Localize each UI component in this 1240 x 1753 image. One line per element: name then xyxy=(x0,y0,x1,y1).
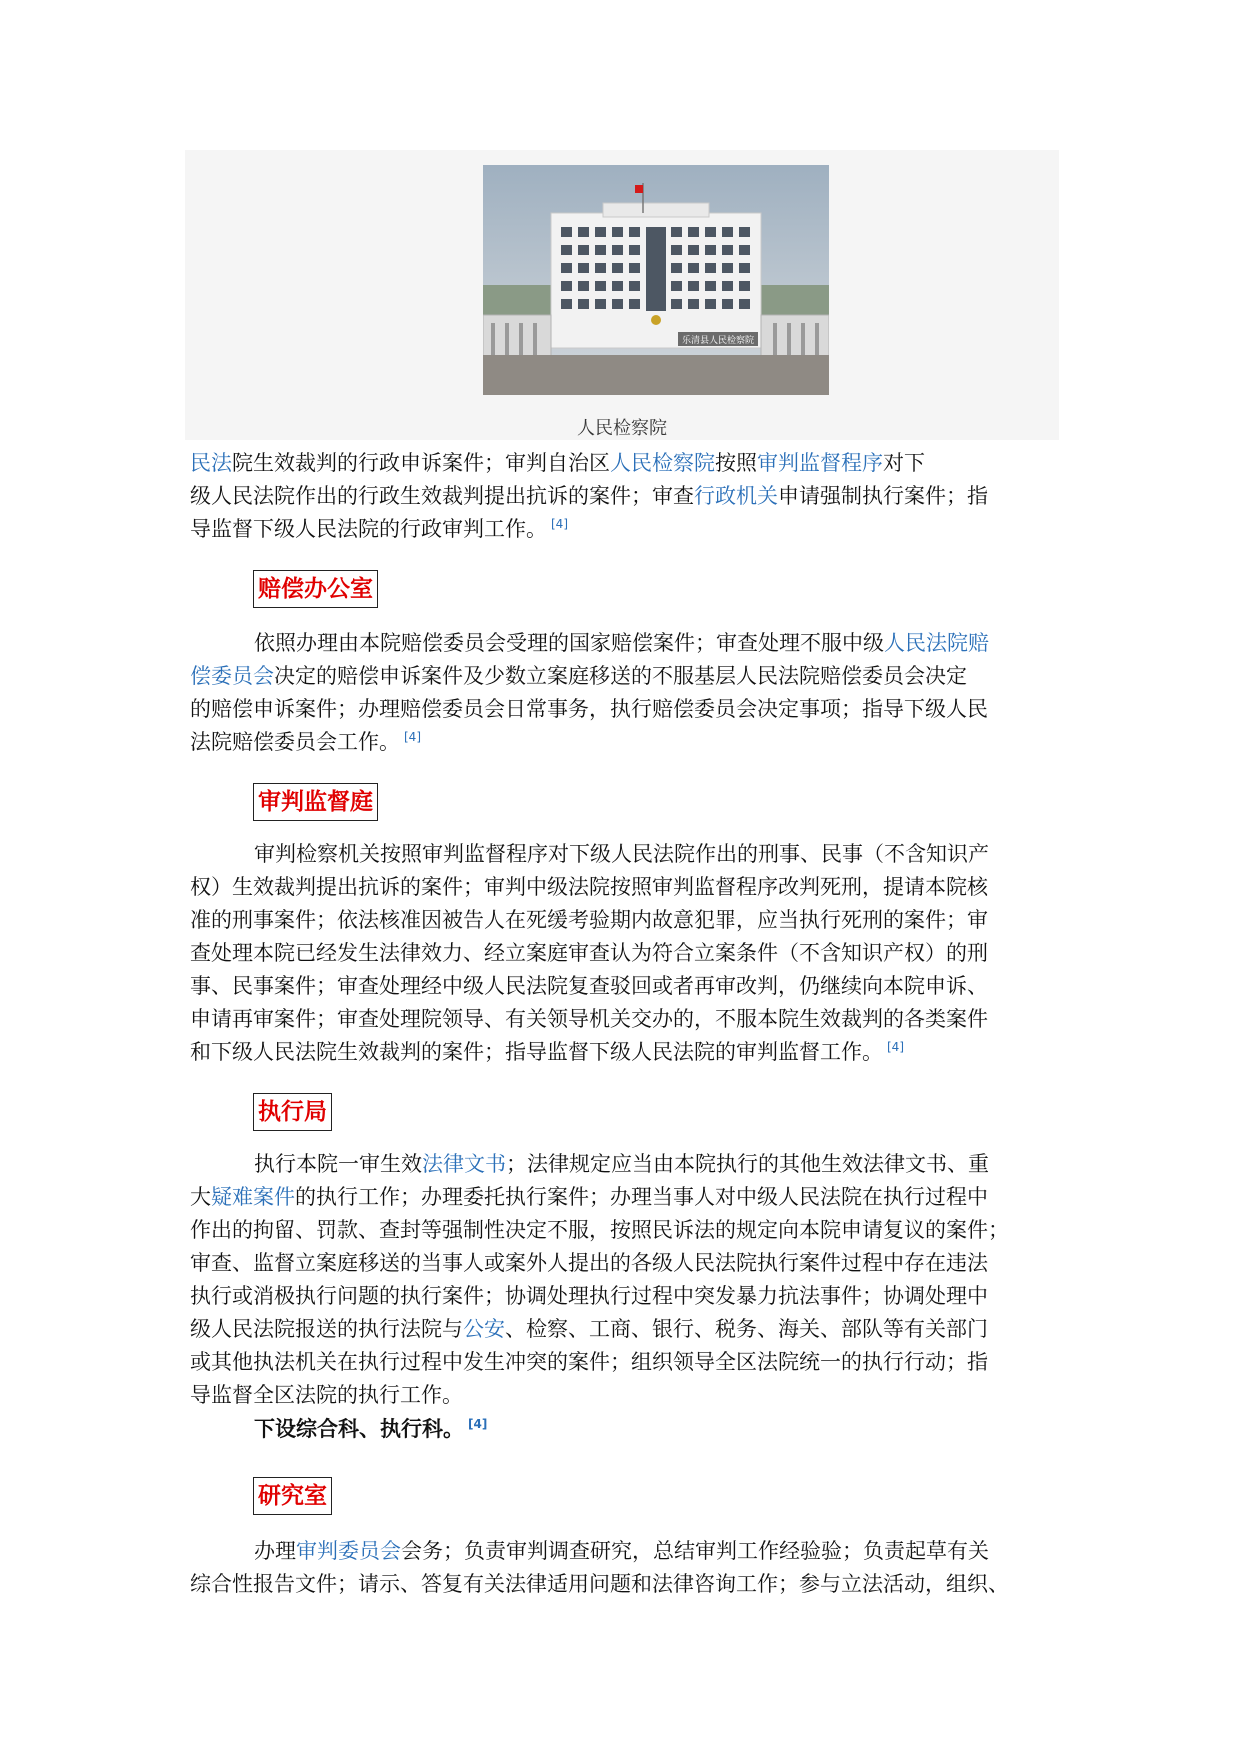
text-run: ；法律规定应当由本院执行的其他生效法律文书、重 xyxy=(506,1152,989,1176)
figure-caption: 人民检察院 xyxy=(577,418,667,439)
reference-marker[interactable]: [4] xyxy=(887,1040,904,1054)
section-heading-research-office: 研究室 xyxy=(253,1477,332,1515)
text-run: 决定的赔偿申诉案件及少数立案庭移送的不服基层人民法院赔偿委员会决定 xyxy=(274,664,967,688)
para-line xyxy=(190,627,1060,660)
text-run: 申请强制执行案件；指 xyxy=(778,484,988,508)
para-line xyxy=(190,513,1060,546)
para-line xyxy=(190,447,1060,480)
para-line xyxy=(190,904,1060,937)
para-line xyxy=(190,480,1060,513)
text-run: 审判检察机关按照审判监督程序对下级人民法院作出的刑事、民事（不含知识产 xyxy=(254,842,989,866)
text-run: 准的刑事案件；依法核准因被告人在死缓考验期内故意犯罪，应当执行死刑的案件；审 xyxy=(190,908,988,932)
para-line xyxy=(190,1535,1060,1568)
para-line xyxy=(190,970,1060,1003)
text-run: 依照办理由本院赔偿委员会受理的国家赔偿案件；审查处理不服中级 xyxy=(254,631,884,655)
paragraph-administrative xyxy=(190,447,1060,546)
text-run: 级人民法院作出的行政生效裁判提出抗诉的案件；审查 xyxy=(190,484,694,508)
text-run: 事、民事案件；审查处理经中级人民法院复查驳回或者再审改判，仍继续向本院申诉、 xyxy=(190,974,988,998)
para-line xyxy=(190,1148,1060,1181)
para-line xyxy=(190,1181,1060,1214)
paragraph-compensation xyxy=(190,627,1060,759)
para-line xyxy=(190,693,1060,726)
procuratorate-building-photo xyxy=(483,165,829,395)
para-line xyxy=(190,1247,1060,1280)
text-run: 院生效裁判的行政申诉案件；审判自治区 xyxy=(232,451,610,475)
text-run: 的赔偿申诉案件；办理赔偿委员会日常事务，执行赔偿委员会决定事项；指导下级人民 xyxy=(190,697,988,721)
inline-link[interactable]: 民法 xyxy=(190,451,232,475)
inline-link[interactable]: 偿委员会 xyxy=(190,664,274,688)
section-heading-enforcement-bureau: 执行局 xyxy=(253,1093,332,1131)
text-run: 的执行工作；办理委托执行案件；办理当事人对中级人民法院在执行过程中 xyxy=(295,1185,988,1209)
para-line xyxy=(190,1036,1060,1069)
gate-sign-text: 乐清县人民检察院 xyxy=(681,336,755,346)
para-line xyxy=(190,1313,1060,1346)
text-run: 办理 xyxy=(254,1539,296,1563)
para-line xyxy=(190,1346,1060,1379)
para-line xyxy=(190,838,1060,871)
reference-marker[interactable]: [4] xyxy=(468,1417,488,1431)
text-run: 执行或消极执行问题的执行案件；协调处理执行过程中突发暴力抗法事件；协调处理中 xyxy=(190,1284,988,1308)
text-run: 、检察、工商、银行、税务、海关、部队等有关部门 xyxy=(505,1317,988,1341)
paragraph-research xyxy=(190,1535,1060,1601)
inline-link[interactable]: 人民检察院 xyxy=(610,451,715,475)
inline-link[interactable]: 审判监督程序 xyxy=(757,451,883,475)
inline-link[interactable]: 人民法院赔 xyxy=(884,631,989,655)
inline-link[interactable]: 审判委员会 xyxy=(296,1539,401,1563)
text-run: 级人民法院报送的执行法院与 xyxy=(190,1317,463,1341)
paragraph-trial-supervision xyxy=(190,838,1060,1069)
text-run: 导监督下级人民法院的行政审判工作。 xyxy=(190,517,547,541)
paragraph-enforcement xyxy=(190,1148,1060,1445)
inline-link[interactable]: 法律文书 xyxy=(422,1152,506,1176)
section-heading-trial-supervision: 审判监督庭 xyxy=(253,783,378,821)
para-line xyxy=(190,1214,1060,1247)
text-run: 对下 xyxy=(883,451,925,475)
para-line xyxy=(190,1568,1060,1601)
text-run: 或其他执法机关在执行过程中发生冲突的案件；组织领导全区法院统一的执行行动；指 xyxy=(190,1350,988,1374)
para-line xyxy=(190,1003,1060,1036)
inline-link[interactable]: 行政机关 xyxy=(694,484,778,508)
text-run: 和下级人民法院生效裁判的案件；指导监督下级人民法院的审判监督工作。 xyxy=(190,1040,883,1064)
inline-link[interactable]: 公安 xyxy=(463,1317,505,1341)
text-run: 会务；负责审判调查研究，总结审判工作经验验；负责起草有关 xyxy=(401,1539,989,1563)
para-line xyxy=(190,726,1060,759)
text-run: 执行本院一审生效 xyxy=(254,1152,422,1176)
text-run: 按照 xyxy=(715,451,757,475)
text-run: 下设综合科、执行科。 xyxy=(254,1416,464,1441)
figure-box xyxy=(185,150,1059,440)
para-line xyxy=(190,937,1060,970)
text-run: 权）生效裁判提出抗诉的案件；审判中级法院按照审判监督程序改判死刑，提请本院核 xyxy=(190,875,988,899)
text-run: 审查、监督立案庭移送的当事人或案外人提出的各级人民法院执行案件过程中存在违法 xyxy=(190,1251,988,1275)
text-run: 导监督全区法院的执行工作。 xyxy=(190,1383,463,1407)
text-run: 法院赔偿委员会工作。 xyxy=(190,730,400,754)
para-line-sub-units xyxy=(190,1412,1060,1445)
reference-marker[interactable]: [4] xyxy=(404,730,421,744)
text-run: 查处理本院已经发生法律效力、经立案庭审查认为符合立案条件（不含知识产权）的刑 xyxy=(190,941,988,965)
section-heading-compensation-office: 赔偿办公室 xyxy=(253,570,378,608)
para-line xyxy=(190,1280,1060,1313)
para-line xyxy=(190,871,1060,904)
para-line xyxy=(190,660,1060,693)
text-run: 大 xyxy=(190,1185,211,1209)
text-run: 作出的拘留、罚款、查封等强制性决定不服，按照民诉法的规定向本院申请复议的案件； xyxy=(190,1218,1009,1242)
para-line xyxy=(190,1379,1060,1412)
text-run: 综合性报告文件；请示、答复有关法律适用问题和法律咨询工作；参与立法活动，组织、 xyxy=(190,1572,1009,1596)
text-run: 申请再审案件；审查处理院领导、有关领导机关交办的，不服本院生效裁判的各类案件 xyxy=(190,1007,988,1031)
reference-marker[interactable]: [4] xyxy=(551,517,568,531)
inline-link[interactable]: 疑难案件 xyxy=(211,1185,295,1209)
